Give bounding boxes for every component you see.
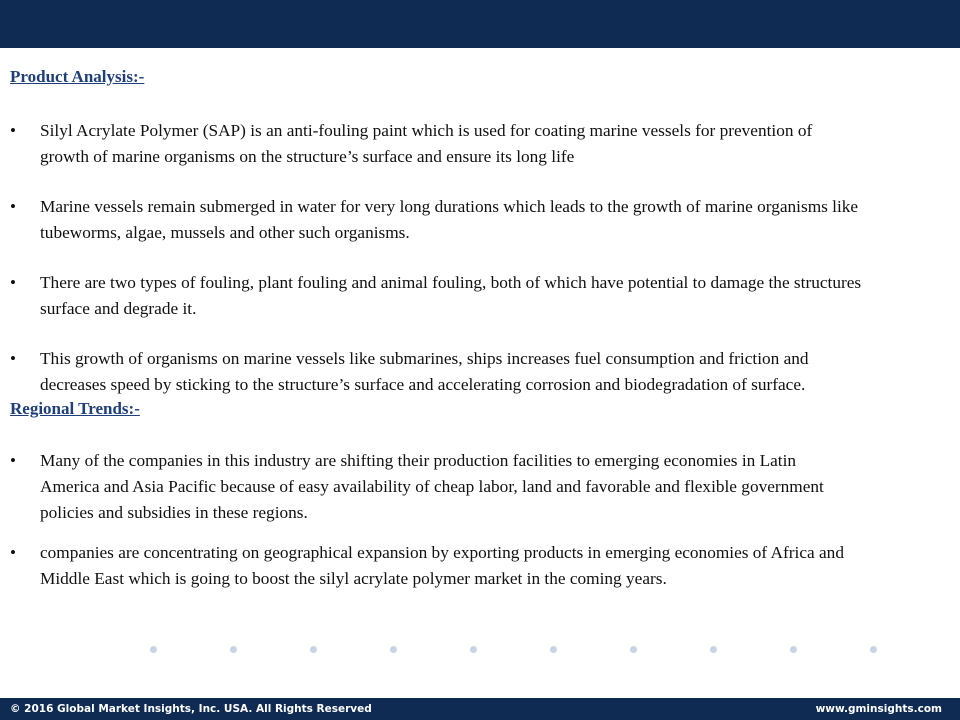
bullet-icon: • (10, 197, 16, 216)
list-item (10, 540, 866, 592)
list-item (10, 346, 870, 398)
footer-website-link[interactable]: www.gminsights.com (815, 703, 942, 715)
dot-icon (310, 646, 317, 653)
dot-icon (150, 646, 157, 653)
header-bar (0, 0, 960, 48)
dot-icon (390, 646, 397, 653)
dot-icon (550, 646, 557, 653)
list-item (10, 194, 866, 246)
bullet-text: Marine vessels remain submerged in water for very long durations which leads to the growth of marine organisms like tubeworms, algae, mussels and other such organisms. (40, 197, 859, 242)
dot-icon (870, 646, 877, 653)
bullet-icon: • (10, 543, 16, 562)
bullet-text: Many of the companies in this industry are shifting their production facilities to emerging economies in Latin America and Asia Pacific because of easy availability of cheap labor, land and favorable and flexible government policies and subsidies in these regions. (40, 451, 824, 522)
decorative-dots (150, 646, 890, 656)
list-item (10, 270, 880, 322)
product-analysis-heading: Product Analysis:- (10, 67, 145, 86)
list-item (10, 118, 860, 170)
dot-icon (630, 646, 637, 653)
bullet-icon: • (10, 349, 16, 368)
bullet-text: Silyl Acrylate Polymer (SAP) is an anti-fouling paint which is used for coating marine vessels for prevention of growth of marine organisms on the structure’s surface and ensure its long life (40, 121, 813, 166)
bullet-text: companies are concentrating on geographical expansion by exporting products in emerging economies of Africa and Middle East which is going to boost the silyl acrylate polymer market in the coming years. (40, 543, 844, 588)
dot-icon (470, 646, 477, 653)
product-analysis-list (10, 118, 910, 398)
footer-bar (0, 698, 960, 720)
bullet-text: This growth of organisms on marine vessels like submarines, ships increases fuel consumption and friction and decreases speed by sticking to the structure’s surface and accelerating corrosion and biodegradation of surface. (40, 349, 809, 394)
dot-icon (790, 646, 797, 653)
dot-icon (710, 646, 717, 653)
regional-trends-heading: Regional Trends:- (10, 399, 140, 418)
bullet-icon: • (10, 451, 16, 470)
bullet-icon: • (10, 121, 16, 140)
footer-copyright: © 2016 Global Market Insights, Inc. USA. All Rights Reserved (10, 703, 372, 715)
dot-icon (230, 646, 237, 653)
list-item (10, 448, 856, 526)
regional-trends-list (10, 448, 910, 592)
bullet-icon: • (10, 273, 16, 292)
slide-content (10, 66, 910, 592)
bullet-text: There are two types of fouling, plant fouling and animal fouling, both of which have potential to damage the structures surface and degrade it. (40, 273, 862, 318)
